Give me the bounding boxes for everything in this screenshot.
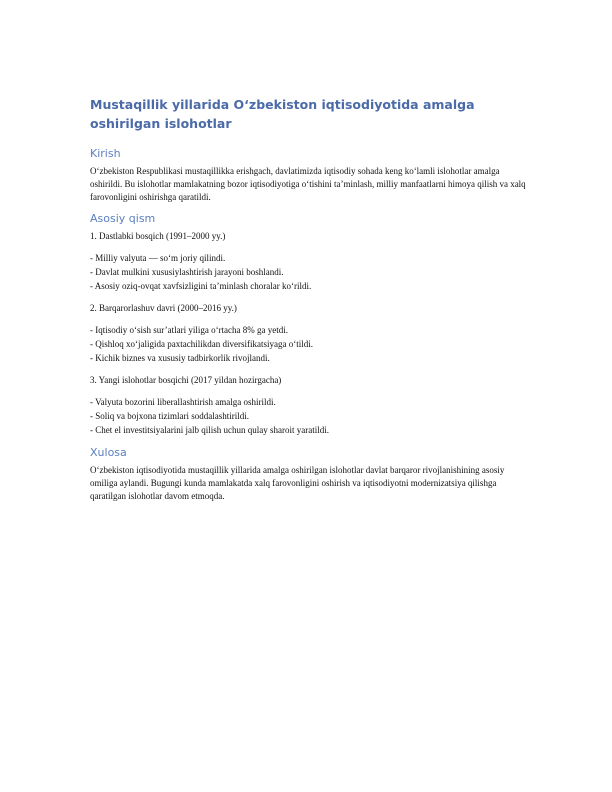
stage-2: [90, 302, 526, 365]
list-item: - Kichik biznes va xususiy tadbirkorlik rivojlandi.: [90, 353, 270, 363]
document-page: [90, 95, 526, 511]
stage-3-title: 3. Yangi islohotlar bosqichi (2017 yildan hozirgacha): [90, 375, 282, 385]
conclusion-section: [90, 446, 526, 503]
intro-heading: Kirish: [90, 147, 121, 160]
list-item: - Milliy valyuta — so‘m joriy qilindi.: [90, 253, 226, 263]
list-item: - Chet el investitsiyalarini jalb qilish uchun qulay sharoit yaratildi.: [90, 425, 329, 435]
stage-1-title: 1. Dastlabki bosqich (1991–2000 yy.): [90, 231, 226, 241]
document-title: Mustaqillik yillarida O‘zbekiston iqtisodiyotida amalga oshirilgan islohotlar: [90, 97, 475, 131]
list-item: - Asosiy oziq-ovqat xavfsizligini ta’minlash choralar ko‘rildi.: [90, 281, 312, 291]
stage-2-title: 2. Barqarorlashuv davri (2000–2016 yy.): [90, 303, 237, 313]
stage-3-list: [90, 395, 526, 437]
main-section: [90, 212, 526, 437]
intro-section: [90, 147, 526, 204]
list-item: - Qishloq xo‘jaligida paxtachilikdan diversifikatsiyaga o‘tildi.: [90, 339, 313, 349]
stage-3: [90, 374, 526, 437]
list-item: - Valyuta bozorini liberallashtirish amalga oshirildi.: [90, 397, 276, 407]
list-item: - Iqtisodiy o‘sish sur’atlari yiliga o‘rtacha 8% ga yetdi.: [90, 325, 289, 335]
stage-1: [90, 230, 526, 293]
conclusion-text: O‘zbekiston iqtisodiyotida mustaqillik yillarida amalga oshirilgan islohotlar davlat barqaror rivojlanishining asosiy omiliga aylandi. Bugungi kunda mamlakatda xalq farovonligini oshirish va iqtisodiyotni modernizatsiya qilishga qaratilgan islohotlar davom etmoqda.: [90, 465, 505, 501]
stage-1-list: [90, 251, 526, 293]
list-item: - Davlat mulkini xususiylashtirish jarayoni boshlandi.: [90, 267, 284, 277]
main-heading: Asosiy qism: [90, 212, 156, 225]
intro-text: O‘zbekiston Respublikasi mustaqillikka erishgach, davlatimizda iqtisodiy sohada keng ko‘lamli islohotlar amalga oshirildi. Bu islohotlar mamlakatning bozor iqtisodiyotiga o‘tishini ta’minlash, milliy manfaatlarni himoya qilish va xalq farovonligini oshirishga qaratildi.: [90, 166, 526, 202]
list-item: - Soliq va bojxona tizimlari soddalashtirildi.: [90, 411, 249, 421]
conclusion-heading: Xulosa: [90, 446, 127, 459]
stage-2-list: [90, 323, 526, 365]
